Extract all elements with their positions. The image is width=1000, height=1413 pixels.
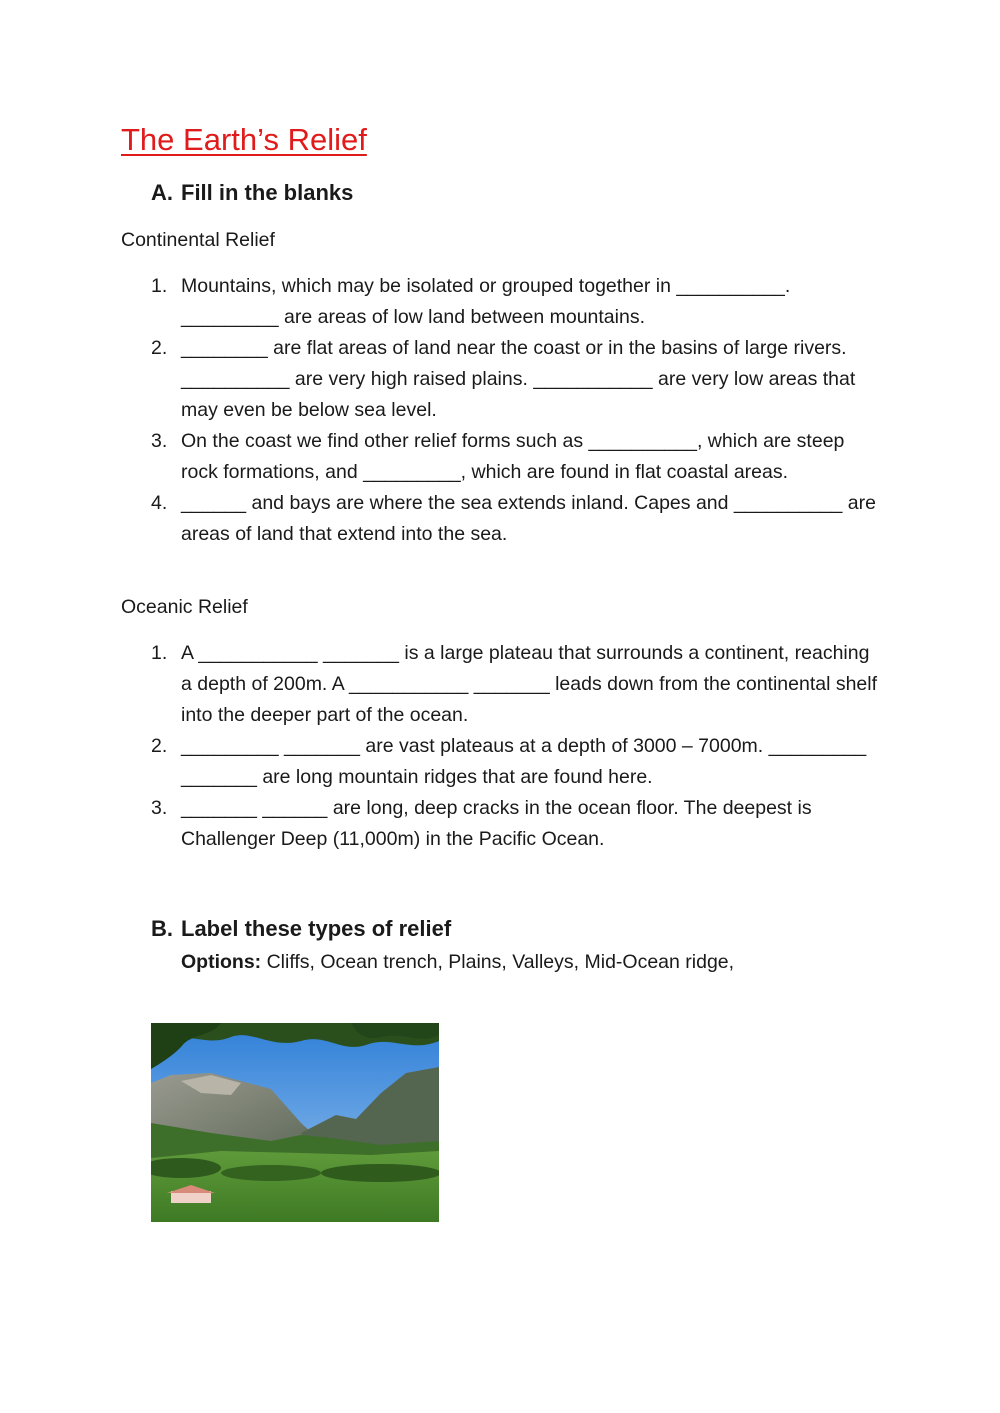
item-text: _________ _______ are vast plateaus at a depth of 3000 – 7000m. _________ _______ are long mountain ridges that are found here. [181, 735, 867, 788]
list-item [151, 793, 881, 855]
options-text: Cliffs, Ocean trench, Plains, Valleys, Mid-Ocean ridge, [261, 951, 735, 973]
item-text: ______ and bays are where the sea extends inland. Capes and __________ are areas of land that extend into the sea. [181, 492, 876, 545]
item-text: A ___________ _______ is a large plateau that surrounds a continent, reaching a depth of 200m. A ___________ _______ leads down from the continental shelf into the deeper part of the ocean. [181, 642, 878, 726]
oceanic-list [151, 638, 881, 855]
continental-list [151, 271, 881, 550]
valley-landscape-photo [151, 1023, 439, 1222]
list-item [151, 638, 881, 731]
item-number: 3. [151, 430, 168, 452]
list-item [151, 731, 881, 793]
list-item [151, 333, 881, 426]
section-a-title: Fill in the blanks [181, 180, 354, 205]
item-number: 2. [151, 337, 168, 359]
list-item [151, 488, 881, 550]
item-number: 3. [151, 797, 168, 819]
continental-relief-heading: Continental Relief [121, 229, 275, 251]
item-number: 4. [151, 492, 168, 514]
item-text: ________ are flat areas of land near the coast or in the basins of large rivers. __________ are very high raised plains. ___________ are very low areas that may even be below sea level. [181, 337, 856, 421]
item-text: _______ ______ are long, deep cracks in the ocean floor. The deepest is Challenger Deep (11,000m) in the Pacific Ocean. [181, 797, 812, 850]
item-number: 1. [151, 275, 168, 297]
options-line [181, 951, 734, 974]
oceanic-relief-heading: Oceanic Relief [121, 596, 248, 618]
item-text: Mountains, which may be isolated or grouped together in __________. _________ are areas of low land between mountains. [181, 275, 791, 328]
item-text: On the coast we find other relief forms such as __________, which are steep rock formations, and _________, which are found in flat coastal areas. [181, 430, 845, 483]
section-a-letter: A. [151, 180, 173, 205]
section-b-heading [151, 916, 451, 942]
section-b-title: Label these types of relief [181, 916, 452, 941]
list-item [151, 426, 881, 488]
section-b-letter: B. [151, 916, 173, 941]
item-number: 1. [151, 642, 168, 664]
item-number: 2. [151, 735, 168, 757]
section-a-heading [151, 180, 353, 206]
page-title: The Earth’s Relief [121, 122, 367, 157]
options-label: Options: [181, 951, 262, 973]
list-item [151, 271, 881, 333]
